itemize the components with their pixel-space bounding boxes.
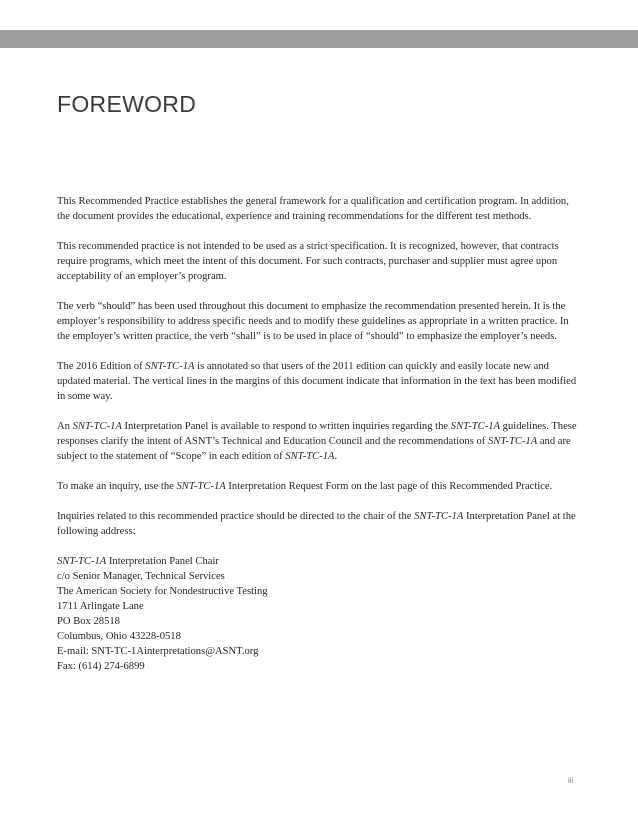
address-line-panel-chair: SNT-TC-1A Interpretation Panel Chair [57,556,219,567]
document-title-reference: SNT-TC-1A [72,421,122,432]
text-run: is annotated so that users of the 2011 edition can quickly and easily locate new and updated material. The vertical lines in the margins of this document indicate that information in the text has been modified in some way. [57,361,577,402]
text-run: This recommended practice is not intended to be used as a strict specification. It is recognized, however, that contracts require programs, which meet the intent of this document. For such contracts, purchaser and supplier must agree upon acceptability of an employer’s program. [57,241,559,282]
document-title-reference: SNT-TC-1A [450,421,501,432]
text-run: . [334,451,338,462]
document-title-reference: SNT-TC-1A [414,511,464,522]
text-run: The verb “should” has been used throughout this document to emphasize the recommendation presented herein. It is the employer’s responsibility to address specific needs and to modify these guidelines as appropriate in a written practice. In the employer’s written practice, the verb “shall” is to be used in place of “should” to emphasize the employer’s needs. [57,301,569,342]
text-run: This Recommended Practice establishes the general framework for a qualification and certification program. In addition, the document provides the educational, experience and training recommendations for the different test methods. [57,196,569,222]
text-run: and are subject to the statement of “Scope” in each edition of [57,436,571,462]
fax-number: Fax: (614) 274-6899 [57,661,145,672]
page-title: FOREWORD [57,91,197,117]
text-run: guidelines. These responses clarify the intent of ASNT’s Technical and Education Council and the recommendations of [57,421,577,447]
text-run: The 2016 Edition of [57,361,146,372]
paragraph [57,479,580,494]
paragraph [57,299,580,344]
document-title-reference: SNT-TC-1A [487,436,538,447]
address-block [57,554,580,674]
address-line: c/o Senior Manager, Technical Services [57,571,225,582]
address-line: 1711 Arlingate Lane [57,601,144,612]
paragraph [57,419,580,464]
header-bar [0,30,638,48]
text-run: To make an inquiry, use the [57,481,177,492]
paragraph [57,359,580,404]
document-title-reference: SNT-TC-1A [176,481,226,492]
text-run: Inquiries related to this recommended practice should be directed to the chair of the [57,511,415,522]
address-line: Columbus, Ohio 43228-0518 [57,631,181,642]
text-run: Interpretation Panel at the following address: [57,511,576,537]
email-address: E-mail: SNT-TC-1Ainterpretations@ASNT.org [57,646,259,657]
paragraph [57,239,580,284]
paragraph-list [57,194,580,539]
paragraph [57,509,580,539]
text-run: An [57,421,73,432]
address-line: The American Society for Nondestructive Testing [57,586,268,597]
document-title-reference: SNT-TC-1A [145,361,195,372]
document-title-reference: SNT-TC-1A [285,451,335,462]
text-run: Interpretation Request Form on the last page of this Recommended Practice. [225,481,553,492]
page-number: iii [568,776,574,785]
foreword-body [57,194,580,689]
address-line: PO Box 28518 [57,616,120,627]
text-run: Interpretation Panel is available to respond to written inquiries regarding the [121,421,451,432]
paragraph [57,194,580,224]
